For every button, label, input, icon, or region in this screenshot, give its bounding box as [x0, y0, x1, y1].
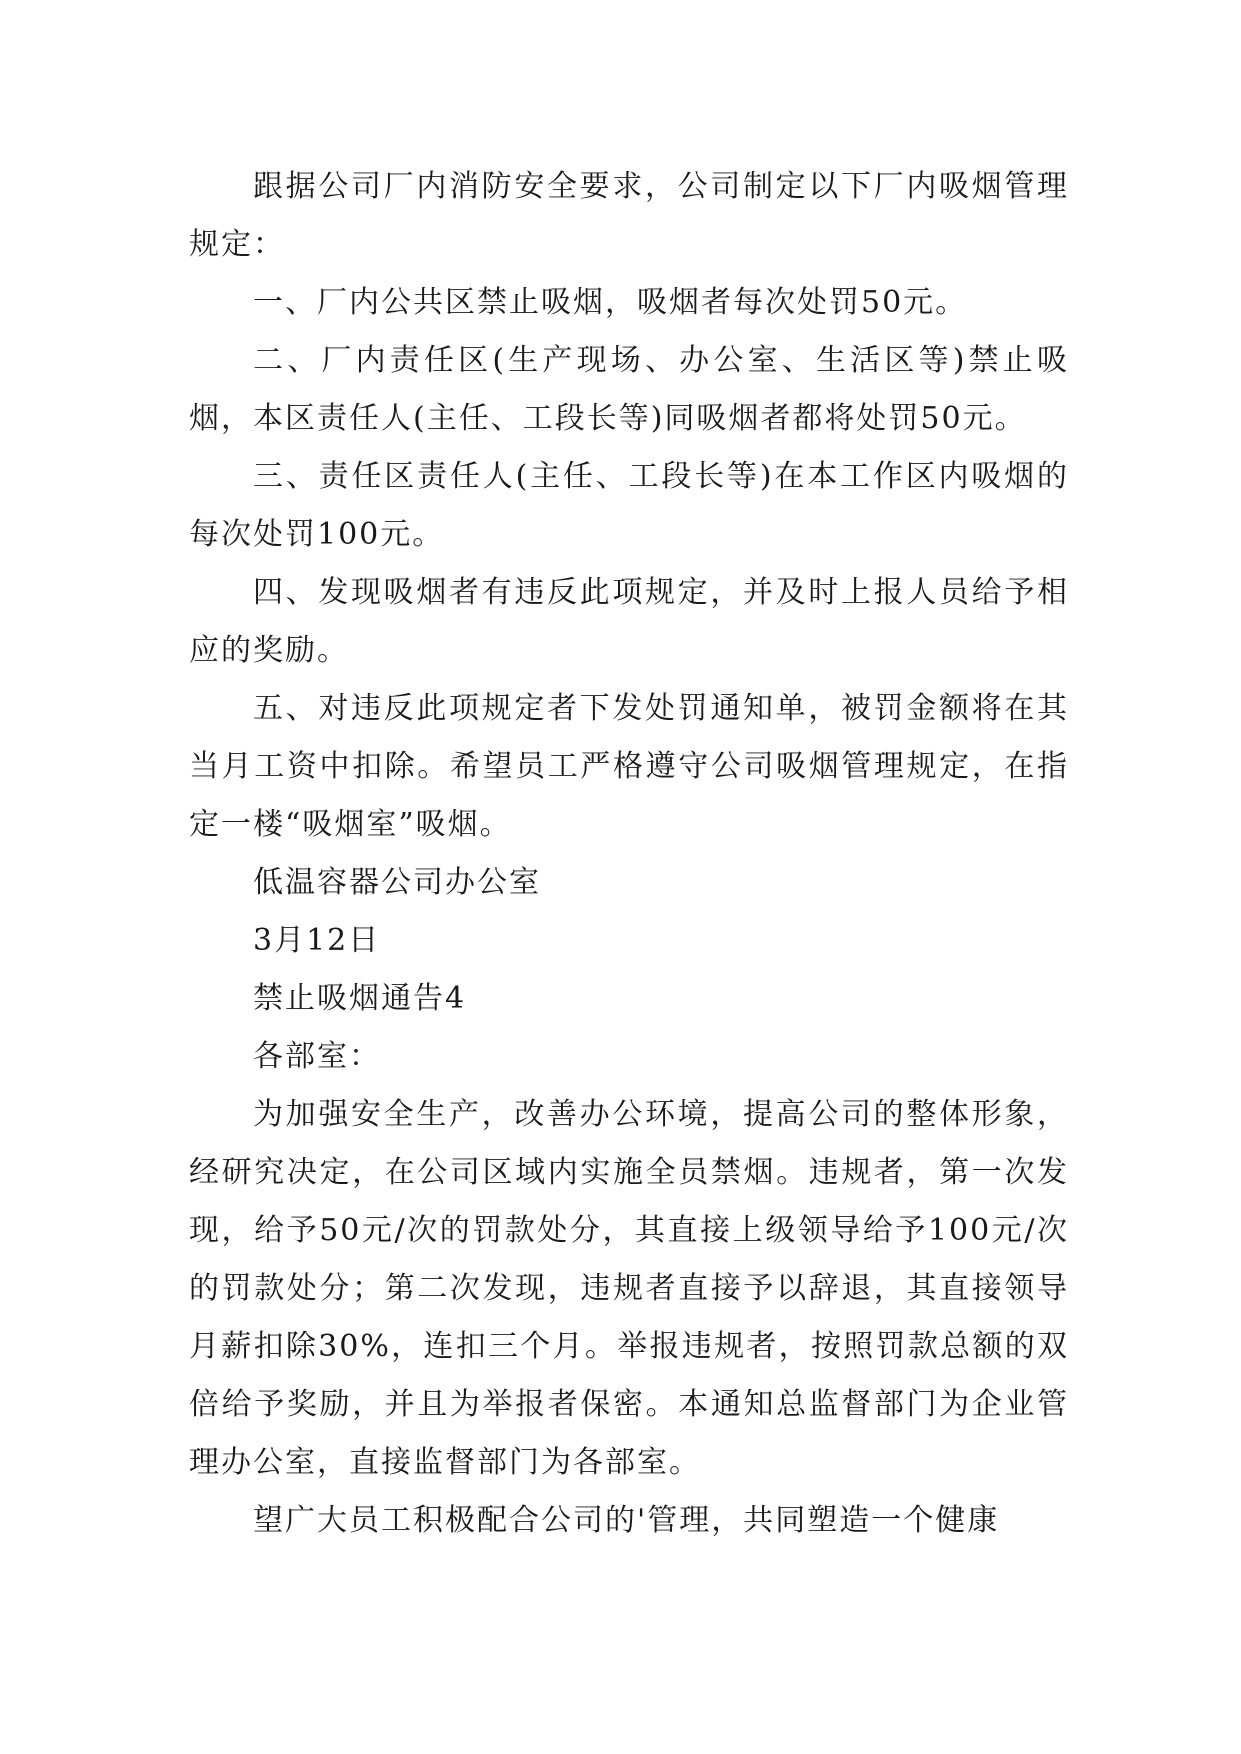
- notice-title: 禁止吸烟通告4: [253, 981, 467, 1016]
- intro-paragraph: 跟据公司厂内消防安全要求，公司制定以下厂内吸烟管理规定：: [189, 169, 1069, 262]
- notice-body-paragraph: 为加强安全生产，改善办公环境，提高公司的整体形象，经研究决定，在公司区域内实施全员禁烟。违规者，第一次发现，给予50元/次的罚款处分，其直接上级领导给予100元/次的罚款处分；第二次发现，违规者直接予以辞退，其直接领导月薪扣除30%，连扣三个月。举报违规者，按照罚款总额的双倍给予奖励，并且为举报者保密。本通知总监督部门为企业管理办公室，直接监督部门为各部室。: [189, 1097, 1069, 1480]
- closing-paragraph: 望广大员工积极配合公司的'管理，共同塑造一个健康: [253, 1503, 1000, 1538]
- document-body: [189, 158, 1069, 1550]
- signature-organization: 低温容器公司办公室: [253, 865, 541, 900]
- signature-date: 3月12日: [253, 923, 381, 958]
- rule-two-paragraph: 二、厂内责任区(生产现场、办公室、生活区等)禁止吸烟，本区责任人(主任、工段长等)同吸烟者都将处罚50元。: [189, 343, 1069, 436]
- rule-four-paragraph: 四、发现吸烟者有违反此项规定，并及时上报人员给予相应的奖励。: [189, 575, 1069, 668]
- rule-three-paragraph: 三、责任区责任人(主任、工段长等)在本工作区内吸烟的每次处罚100元。: [189, 459, 1069, 552]
- rule-five-paragraph: 五、对违反此项规定者下发处罚通知单，被罚金额将在其当月工资中扣除。希望员工严格遵守公司吸烟管理规定，在指定一楼“吸烟室”吸烟。: [189, 691, 1069, 842]
- salutation: 各部室：: [253, 1039, 381, 1074]
- rule-one-paragraph: 一、厂内公共区禁止吸烟，吸烟者每次处罚50元。: [253, 285, 968, 320]
